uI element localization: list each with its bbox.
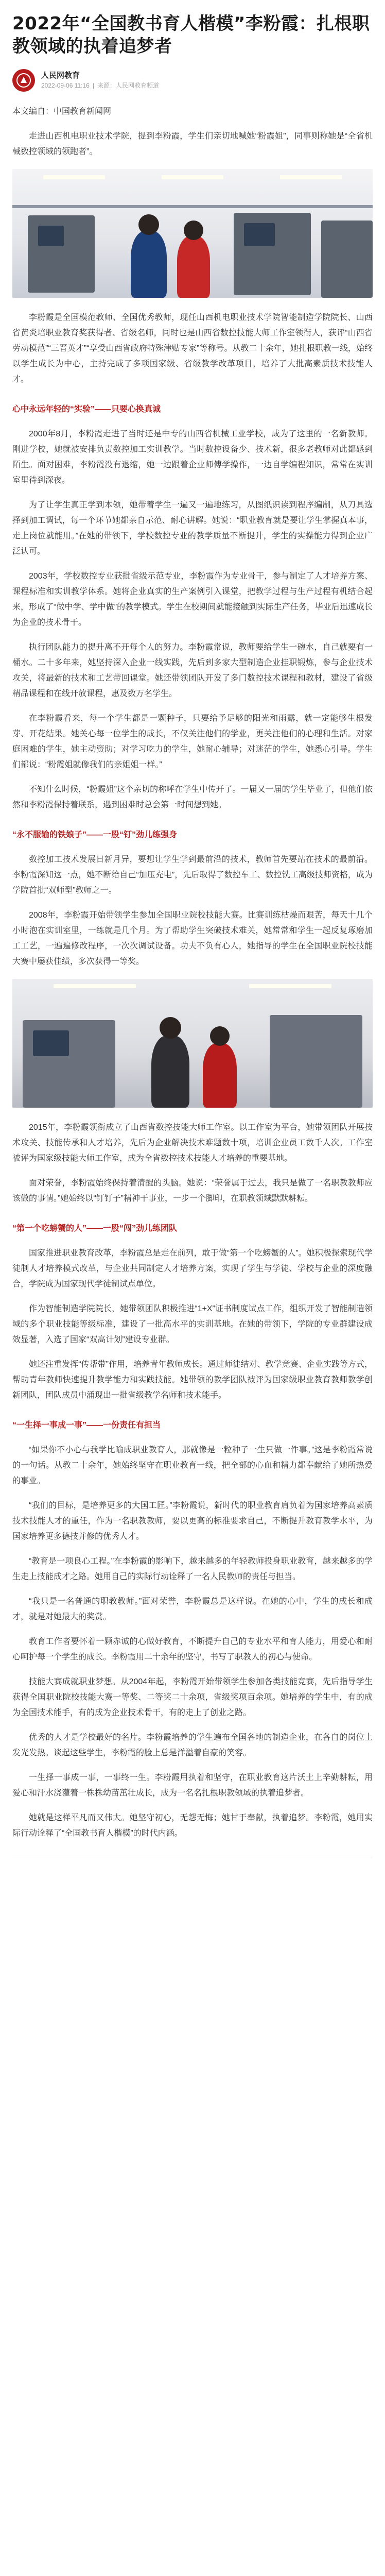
paragraph: 一生择一事成一事，一事终一生。李粉霞用执着和坚守，在职业教育这片沃土上辛勤耕耘，用爱心和汗水浇灌着一株株幼苗茁壮成长，成为一名名扎根职教领域的执着追梦者。	[12, 1773, 373, 1798]
source-prefix: 来源：	[97, 82, 116, 89]
section-heading: “第一个吃螃蟹的人”——一股“闯”劲儿练团队	[12, 1224, 178, 1233]
paragraph: 2015年，李粉霞领衔成立了山西省数控技能大师工作室。以工作室为平台，她带领团队开展技术攻关、技能传承和人才培养，先后为企业解决技术难题数十项，培训企业员工数千人次。工作室被评为国家级技能大师工作室，成为全省数控技术技能人才培养的重要基地。	[12, 1123, 373, 1163]
section-heading: “一生择一事成一事”——一份责任有担当	[12, 1421, 161, 1430]
publish-date: 2022-09-06 11:16	[41, 82, 90, 89]
author-name[interactable]: 人民网教育	[41, 71, 80, 80]
paragraph: 她就是这样平凡而又伟大。她坚守初心，无怨无悔；她甘于奉献，执着追梦。李粉霞，她用实际行动诠释了“全国教书育人楷模”的时代内涵。	[12, 1814, 373, 1838]
paragraph: 优秀的人才是学校最好的名片。李粉霞培养的学生遍布全国各地的制造企业，在各自的岗位上发光发热。谈起这些学生，李粉霞的脸上总是洋溢着自豪的笑容。	[12, 1733, 373, 1757]
paragraph: 国家推进职业教育改革，李粉霞总是走在前列，敢于做“第一个吃螃蟹的人”。她积极探索现代学徒制人才培养模式改革，与企业共同制定人才培养方案，实现了学生与学徒、学校与企业的深度融合，学院成为国家现代学徒制试点单位。	[12, 1249, 373, 1289]
paragraph: 面对荣誉，李粉霞始终保持着清醒的头脑。她说：“荣誉属于过去，我只是做了一名职教教师应该做的事情。”她始终以“钉钉子”精神干事业，一步一个脚印，在职教领域默默耕耘。	[12, 1179, 373, 1203]
paragraph: “如果你不小心与我学比喻成职业教育人，那就像是一粒种子一生只做一件事。”这是李粉霞常说的一句话。从教二十余年，她始终坚守在职业教育一线，把全部的心血和精力都奉献给了她所热爱的事业。	[12, 1446, 373, 1485]
publish-info: 2022-09-06 11:16 | 来源：人民网教育频道	[41, 82, 160, 89]
article-meta	[12, 69, 373, 92]
workshop-photo	[12, 169, 373, 298]
paragraph: 为了让学生真正学到本领，她带着学生一遍又一遍地练习，从图纸识读到程序编制，从刀具选择到加工调试，每一个环节她都亲自示范、耐心讲解。她说：“职业教育就是要让学生掌握真本事，走上岗位就能用。”在她的带领下，学校数控专业的教学质量不断提升，学生的实操能力得到企业广泛认可。	[12, 501, 373, 556]
paragraph: “我只是一名普通的职教教师。”面对荣誉，李粉霞总是这样说。在她的心中，学生的成长和成才，就是对她最大的奖赏。	[12, 1597, 373, 1621]
source-name: 人民网教育频道	[116, 82, 160, 89]
article-title: 2022年“全国教书育人楷模”李粉霞：扎根职教领域的执着追梦者	[12, 13, 370, 57]
paragraph: “教育是一项良心工程。”在李粉霞的影响下，越来越多的年轻教师投身职业教育，越来越多的学生走上技能成才之路。她用自己的实际行动诠释了一名人民教师的责任与担当。	[12, 1557, 373, 1581]
paragraph: 执行团队能力的提升离不开每个人的努力。李粉霞常说，教师要给学生一碗水，自己就要有一桶水。二十多年来，她坚持深入企业一线实践，先后到多家大型制造企业挂职锻炼，参与企业技术攻关，将最新的技术和工艺带回课堂。她还带领团队开发了多门数控技术课程和教材，建设了省级精品课程和在线开放课程，惠及数万名学生。	[12, 643, 373, 698]
paragraph: “我们的目标，是培养更多的大国工匠。”李粉霞说，新时代的职业教育肩负着为国家培养高素质技术技能人才的重任，作为一名职教教师，要以更高的标准要求自己，不断提升教育教学水平，为国家培养更多德技并修的优秀人才。	[12, 1501, 373, 1541]
paragraph: 技能大赛成就职业梦想。从2004年起，李粉霞开始带领学生参加各类技能竞赛，先后指导学生获得全国职业院校技能大赛一等奖、二等奖二十余项，省级奖项百余项。她培养的学生中，有的成为全国技术能手，有的成为企业技术骨干，有的走上了创业之路。	[12, 1677, 373, 1717]
paragraph: 2008年，李粉霞开始带领学生参加全国职业院校技能大赛。比赛训练枯燥而艰苦，每天十几个小时泡在实训室里，一练就是几个月。为了帮助学生突破技术难关，她常常和学生一起反复琢磨加工工艺，一遍遍修改程序，一次次调试设备。功夫不负有心人，她指导的学生在全国职业院校技能大赛中屡获佳绩，多次获得一等奖。	[12, 911, 373, 966]
paragraph: 不知什么时候，“粉霞姐”这个亲切的称呼在学生中传开了。一届又一届的学生毕业了，但他们依然和李粉霞保持着联系，遇到困难时总会第一时间想到她。	[12, 785, 373, 809]
paragraph: 2000年8月，李粉霞走进了当时还是中专的山西省机械工业学校，成为了这里的一名新教师。刚进学校，她就被安排负责数控加工实训教学。当时数控设备少、技术新，很多老教师对此都感到陌生。面对困难，李粉霞没有退缩，她一边跟着企业师傅学操作，一边自学编程知识，常常在实训室里待到深夜。	[12, 430, 373, 485]
paragraph: 教育工作者要怀着一颗赤诚的心做好教育，不断提升自己的专业水平和育人能力，用爱心和耐心呵护每一个学生的成长。李粉霞用二十余年的坚守，书写了职教人的初心与使命。	[12, 1637, 373, 1662]
section-heading: 心中永远年轻的“实验”——只要心换真诚	[12, 405, 161, 414]
paragraph: 数控加工技术发展日新月异，要想让学生学到最前沿的技术，教师首先要站在技术的最前沿。李粉霞深知这一点，她不断给自己“加压充电”，先后取得了数控车工、数控铣工高级技师资格，成为学院首批“双师型”教师之一。	[12, 855, 373, 895]
paragraph: 她还注重发挥“传帮带”作用，培养青年教师成长。通过师徒结对、教学竞赛、企业实践等方式，帮助青年教师快速提升教学能力和实践技能。她带领的教学团队被评为国家级职业教育教师教学创新团队，团队成员中涌现出一批省级教学名师和技术能手。	[12, 1360, 373, 1400]
paragraph: 作为智能制造学院院长，她带领团队积极推进“1+X”证书制度试点工作，组织开发了智能制造领域的多个职业技能等级标准，建设了一批高水平的实训基地。在她的带领下，学院的专业群建设成效显著，入选了国家“双高计划”建设专业群。	[12, 1304, 373, 1344]
classroom-photo	[12, 979, 373, 1108]
paragraph: 走进山西机电职业技术学院，提到李粉霞，学生们亲切地喊她“粉霞姐”，同事则称她是“全省机械数控领域的领跑者”。	[12, 132, 373, 156]
people-daily-logo-icon[interactable]	[12, 69, 35, 92]
paragraph: 本文编自：中国教育新闻网	[12, 107, 112, 116]
article-page	[12, 0, 373, 2576]
paragraph: 2003年，学校数控专业获批省级示范专业，李粉霞作为专业骨干，参与制定了人才培养方案、课程标准和实训教学体系。她将企业真实的生产案例引入课堂，把教学过程与生产过程有机结合起来，形成了“做中学、学中做”的教学模式。学生在校期间就能接触到实际生产任务，毕业后迅速成长为企业的技术骨干。	[12, 572, 373, 627]
paragraph: 李粉霞是全国模范教师、全国优秀教师，现任山西机电职业技术学院智能制造学院院长、山西省黄炎培职业教育奖获得者、省级名师，同时也是山西省数控技能大师工作室领衔人，获评“山西省劳动模范”“三晋英才”“享受山西省政府特殊津贴专家”等称号。从教二十余年，她扎根职教一线，始终以学生成长为中心，主持完成了多项国家级、省级教学改革项目，培养了大批高素质技术技能人才。	[12, 313, 373, 384]
paragraph: 在李粉霞看来，每一个学生都是一颗种子，只要给予足够的阳光和雨露，就一定能够生根发芽、开花结果。她关心每一位学生的成长，不仅关注他们的学业，更关注他们的心理和生活。对家庭困难的学生，她主动资助；对学习吃力的学生，她耐心辅导；对迷茫的学生，她悉心引导。学生们都说：“粉霞姐就像我们的亲姐姐一样。”	[12, 714, 373, 769]
section-heading: “永不服输的铁娘子”——一股“钉”劲儿练强身	[12, 831, 178, 839]
